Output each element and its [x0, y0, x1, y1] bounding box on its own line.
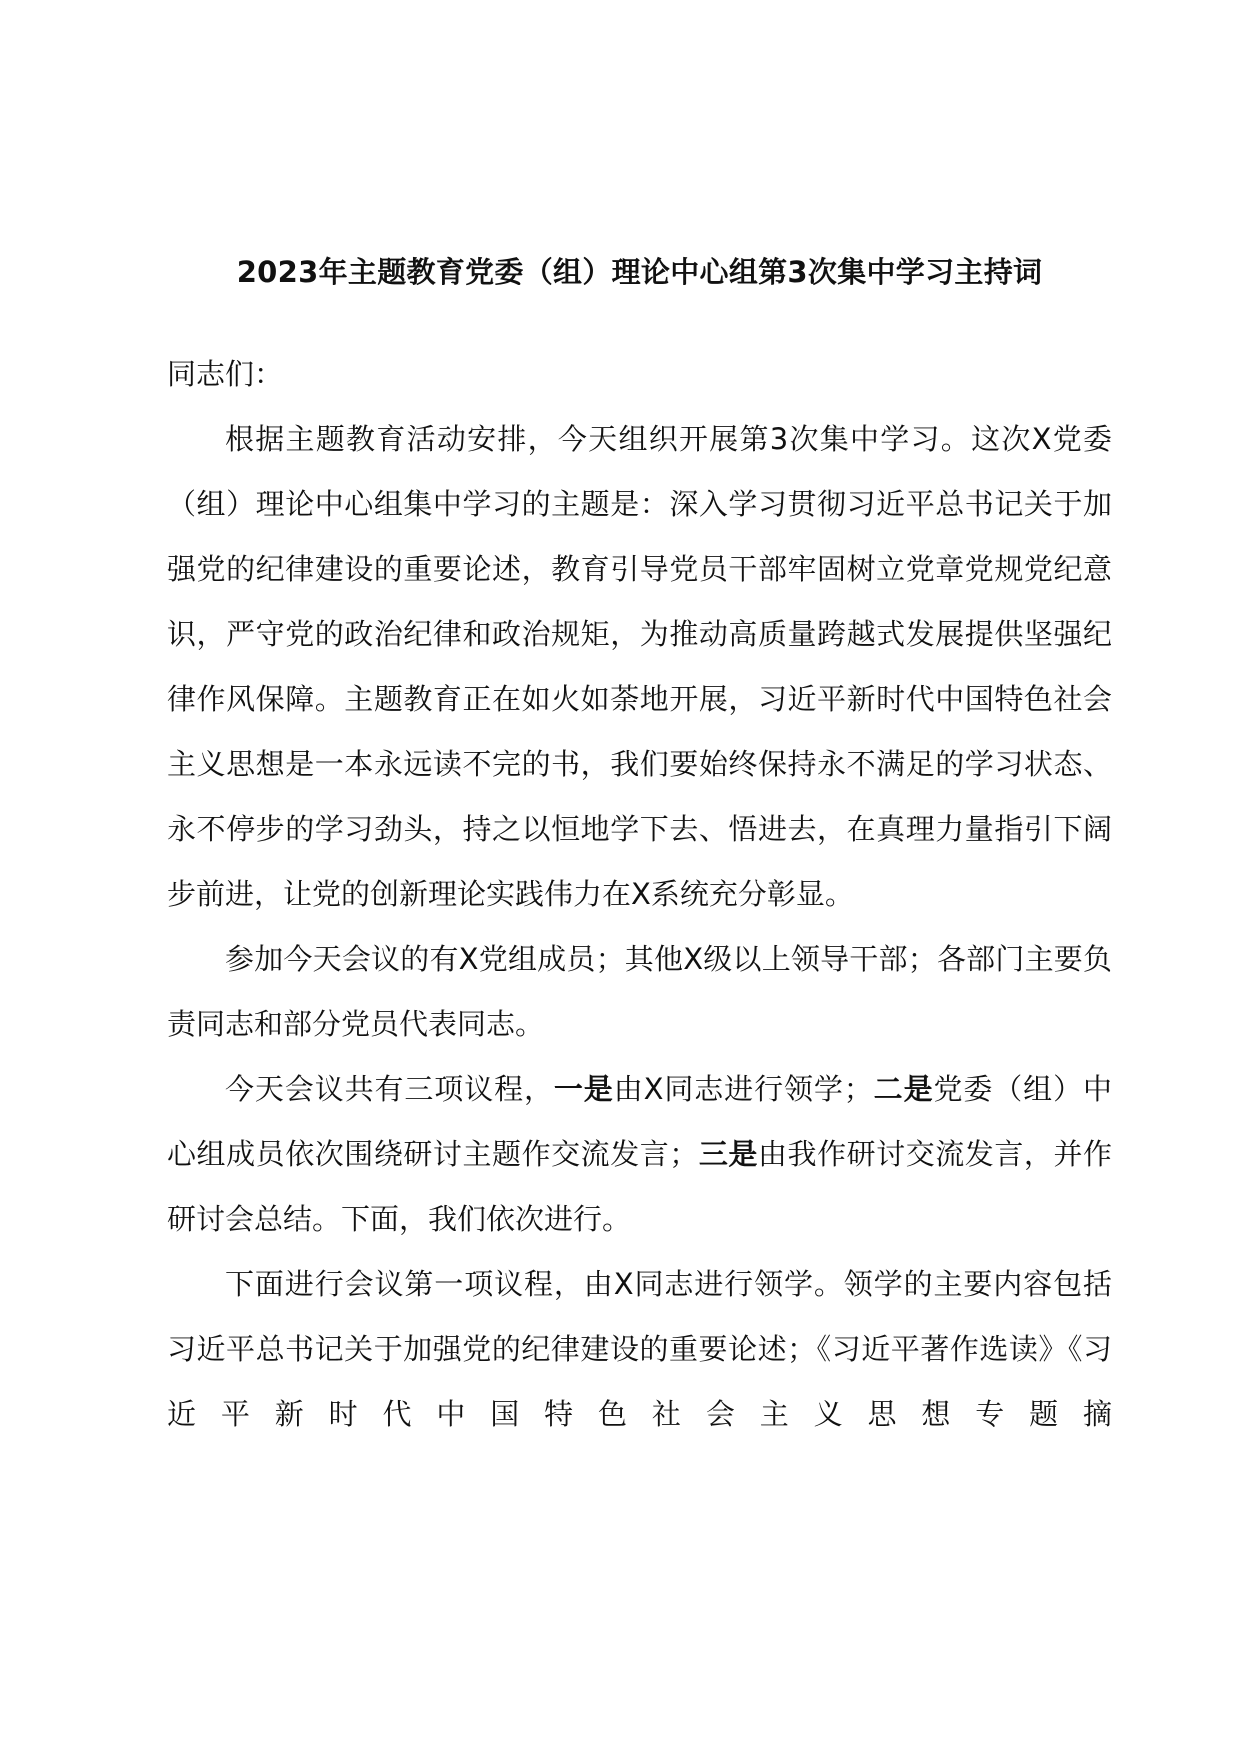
document-page	[167, 250, 1112, 1447]
salutation: 同志们：	[167, 357, 284, 391]
agenda-item-3-text: 由我作研讨交流发言，并作研讨会总结。下面，我们依次进行。	[167, 1137, 1112, 1236]
agenda-item-1-label: 一是	[553, 1072, 614, 1106]
agenda-item-2-text: 党委（组）中心组成员依次围绕研讨主题作交流发言；	[167, 1072, 1112, 1171]
agenda-item-1-text: 由X同志进行领学；	[613, 1072, 873, 1106]
document-title: 2023年主题教育党委（组）理论中心组第3次集中学习主持词	[236, 255, 1043, 289]
paragraph-first-item: 下面进行会议第一项议程，由X同志进行领学。领学的主要内容包括习近平总书记关于加强党的纪律建设的重要论述；《习近平著作选读》《习近平新时代中国特色社会主义思想专题摘	[167, 1267, 1112, 1431]
paragraph-attendees: 参加今天会议的有X党组成员；其他X级以上领导干部；各部门主要负责同志和部分党员代表同志。	[167, 942, 1112, 1041]
agenda-item-2-label: 二是	[872, 1072, 934, 1106]
paragraph-agenda	[167, 1057, 1112, 1252]
paragraph-opening: 根据主题教育活动安排，今天组织开展第3次集中学习。这次X党委（组）理论中心组集中学习的主题是：深入学习贯彻习近平总书记关于加强党的纪律建设的重要论述，教育引导党员干部牢固树立党章党规党纪意识，严守党的政治纪律和政治规矩，为推动高质量跨越式发展提供坚强纪律作风保障。主题教育正在如火如荼地开展，习近平新时代中国特色社会主义思想是一本永远读不完的书，我们要始终保持永不满足的学习状态、永不停步的学习劲头，持之以恒地学下去、悟进去，在真理力量指引下阔步前进，让党的创新理论实践伟力在X系统充分彰显。	[167, 422, 1112, 911]
agenda-intro: 今天会议共有三项议程，	[225, 1072, 554, 1106]
agenda-item-3-label: 三是	[698, 1137, 758, 1171]
